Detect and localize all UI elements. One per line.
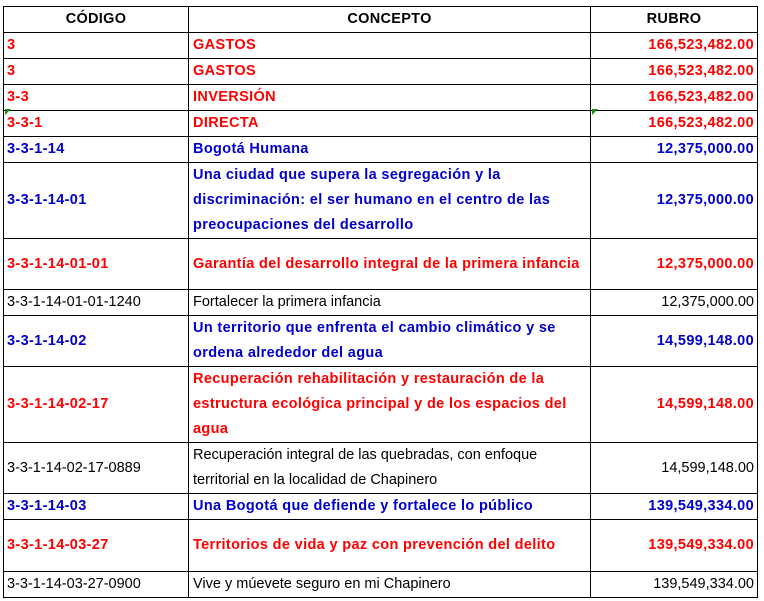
concept-cell: Garantía del desarrollo integral de la primera infancia xyxy=(189,239,591,290)
concept-cell: INVERSIÓN xyxy=(189,85,591,111)
amount-cell: 166,523,482.00 xyxy=(591,111,758,137)
amount-cell: 166,523,482.00 xyxy=(591,59,758,85)
code-cell: 3-3-1-14-02-17-0889 xyxy=(4,443,189,494)
code-cell: 3-3-1-14-03-27 xyxy=(4,520,189,572)
concept-cell: Vive y múevete seguro en mi Chapinero xyxy=(189,572,591,598)
concept-cell: Bogotá Humana xyxy=(189,137,591,163)
table-row xyxy=(4,367,758,443)
table-row xyxy=(4,572,758,598)
concept-cell: GASTOS xyxy=(189,59,591,85)
header-code: CÓDIGO xyxy=(4,7,189,33)
code-cell: 3-3-1-14-03-27-0900 xyxy=(4,572,189,598)
table-row xyxy=(4,111,758,137)
table-row xyxy=(4,85,758,111)
code-cell: 3-3 xyxy=(4,85,189,111)
table-row xyxy=(4,443,758,494)
amount-cell: 14,599,148.00 xyxy=(591,367,758,443)
table-row xyxy=(4,59,758,85)
table-row xyxy=(4,137,758,163)
amount-cell: 166,523,482.00 xyxy=(591,85,758,111)
table-row xyxy=(4,316,758,367)
amount-cell: 139,549,334.00 xyxy=(591,494,758,520)
amount-cell: 139,549,334.00 xyxy=(591,572,758,598)
table-body xyxy=(4,33,758,598)
header-amount: RUBRO xyxy=(591,7,758,33)
amount-cell: 139,549,334.00 xyxy=(591,520,758,572)
concept-cell: Una ciudad que supera la segregación y la discriminación: el ser humano en el centro de las preocupaciones del desarrollo xyxy=(189,163,591,239)
code-cell: 3-3-1-14-02 xyxy=(4,316,189,367)
code-cell: 3-3-1-14-02-17 xyxy=(4,367,189,443)
table-row xyxy=(4,520,758,572)
header-concept: CONCEPTO xyxy=(189,7,591,33)
code-cell: 3-3-1-14-01 xyxy=(4,163,189,239)
amount-cell: 12,375,000.00 xyxy=(591,137,758,163)
budget-table xyxy=(3,6,758,598)
concept-cell: Una Bogotá que defiende y fortalece lo público xyxy=(189,494,591,520)
code-cell: 3-3-1-14-03 xyxy=(4,494,189,520)
code-cell: 3-3-1-14-01-01 xyxy=(4,239,189,290)
table-row xyxy=(4,494,758,520)
amount-cell: 166,523,482.00 xyxy=(591,33,758,59)
amount-cell: 14,599,148.00 xyxy=(591,443,758,494)
table-row xyxy=(4,163,758,239)
code-cell: 3 xyxy=(4,59,189,85)
code-cell: 3-3-1 xyxy=(4,111,189,137)
concept-cell: Recuperación integral de las quebradas, con enfoque territorial en la localidad de Chapinero xyxy=(189,443,591,494)
amount-cell: 12,375,000.00 xyxy=(591,290,758,316)
concept-cell: Un territorio que enfrenta el cambio climático y se ordena alrededor del agua xyxy=(189,316,591,367)
concept-cell: DIRECTA xyxy=(189,111,591,137)
table-row xyxy=(4,239,758,290)
cell-marker-icon xyxy=(5,109,11,115)
code-cell: 3-3-1-14-01-01-1240 xyxy=(4,290,189,316)
header-row xyxy=(4,7,758,33)
concept-cell: Fortalecer la primera infancia xyxy=(189,290,591,316)
code-cell: 3-3-1-14 xyxy=(4,137,189,163)
code-cell: 3 xyxy=(4,33,189,59)
cell-marker-icon xyxy=(592,109,598,115)
amount-cell: 14,599,148.00 xyxy=(591,316,758,367)
amount-cell: 12,375,000.00 xyxy=(591,239,758,290)
concept-cell: Territorios de vida y paz con prevención del delito xyxy=(189,520,591,572)
concept-cell: GASTOS xyxy=(189,33,591,59)
table-row xyxy=(4,290,758,316)
amount-cell: 12,375,000.00 xyxy=(591,163,758,239)
concept-cell: Recuperación rehabilitación y restauración de la estructura ecológica principal y de los espacios del agua xyxy=(189,367,591,443)
table-row xyxy=(4,33,758,59)
